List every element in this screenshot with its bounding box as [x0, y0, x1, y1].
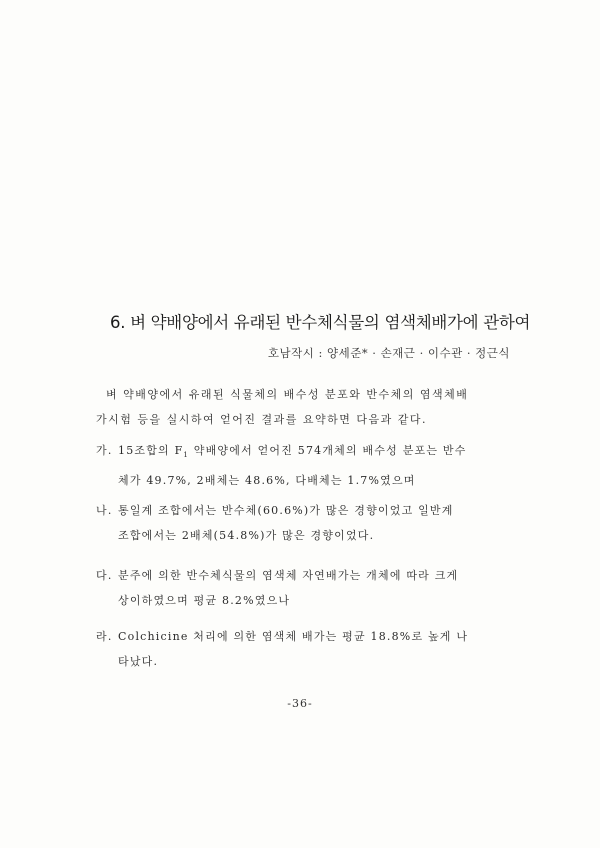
section-title: 6. 벼 약배양에서 유래된 반수체식물의 염색체배가에 관하여: [110, 313, 531, 332]
author-line: 호남작시 : 양세준* · 손재근 · 이수관 · 정근식: [267, 346, 510, 360]
subscript: 1: [183, 451, 190, 460]
item-text: 약배양에서 얻어진 574개체의 배수성 분포는 반수: [189, 444, 467, 457]
list-item-ga: [96, 438, 526, 493]
list-marker: 다.: [96, 569, 113, 582]
list-item-ra: [96, 624, 526, 674]
item-text: 조합에서는 2배체(54.8%)가 많은 경향이었다.: [118, 529, 375, 542]
item-text: 체가 49.7%, 2배체는 48.6%, 다배체는 1.7%였으며: [118, 474, 416, 488]
item-text: Colchicine 처리에 의한 염색체 배가는 평균 18.8%로 높게 나: [118, 630, 469, 643]
item-text: 분주에 의한 반수체식물의 염색체 자연배가는 개체에 따라 크게: [118, 569, 459, 582]
page-number: -36-: [287, 697, 313, 710]
list-item-na: [96, 498, 526, 548]
intro-paragraph: [96, 382, 516, 432]
item-text: 통일계 조합에서는 반수체(60.6%)가 많은 경향이었고 일반계: [118, 504, 454, 517]
list-marker: 나.: [96, 504, 113, 517]
list-item-da: [96, 563, 526, 613]
intro-line-1: 벼 약배양에서 유래된 식물체의 배수성 분포와 반수체의 염색체배: [106, 388, 469, 401]
list-marker: 가.: [96, 444, 113, 457]
item-text: 상이하였으며 평균 8.2%였으나: [118, 594, 291, 607]
intro-line-2: 가시험 등을 실시하여 얻어진 결과를 요약하면 다음과 같다.: [96, 413, 427, 426]
list-marker: 라.: [96, 630, 113, 643]
item-text: 15조합의 F: [118, 444, 184, 457]
item-text: 타났다.: [118, 655, 159, 668]
